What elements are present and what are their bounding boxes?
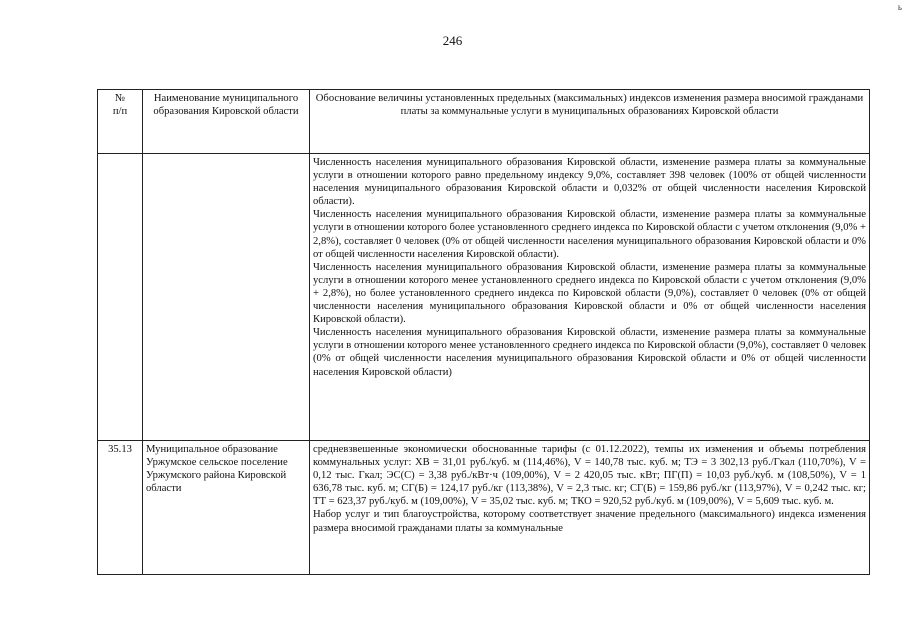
cell-number (98, 154, 143, 441)
header-justification-text: Обоснование величины установленных предельных (максимальных) индексов изменения размера вносимой гражданами платы за коммунальные услуги в муниципальных образованиях Кировской области (315, 93, 864, 118)
page-number: 246 (442, 33, 463, 48)
header-municipality-text: Наименование муниципального образования Кировской области (153, 93, 299, 118)
cell-number: 35.13 (98, 441, 143, 575)
table-row (98, 441, 870, 575)
header-municipality (143, 90, 310, 154)
population-paragraph-3: Численность населения муниципального образования Кировской области, изменение размера платы за коммунальные услуги в отношении которого менее установленного среднего индекса по Кировской области с учетом отклонения (9,0% + 2,8%), но более установленного среднего индекса по Кировской области (9,0%), составляет 0 человек (0% от общей численности населения муниципального образования Кировской области и 0% от общей численности населения Кировской области). (313, 261, 866, 326)
table-row (98, 154, 870, 441)
population-paragraph-4: Численность населения муниципального образования Кировской области, изменение размера платы за коммунальные услуги в отношении которого менее установленного среднего индекса по Кировской области (9,0%), составляет 0 человек (0% от общей численности населения муниципального образования Кировской области и 0% от общей численности населения Кировской области) (313, 327, 866, 378)
services-set-paragraph: Набор услуг и тип благоустройства, которому соответствует значение предельного (максимального) индекса изменения размера вносимой гражданами платы за коммунальные (313, 509, 866, 534)
cell-justification (310, 154, 870, 441)
tariffs-paragraph: средневзвешенные экономически обоснованные тарифы (с 01.12.2022), темпы их изменения и объемы потребления коммунальных услуг: ХВ = 31,01 руб./куб. м (114,46%), V = 140,78 тыс. куб. м; ТЭ = 3 302,13 руб./Гкал (110,70%), V = 0,12 тыс. Гкал; ЭС(С) = 3,38 руб./кВт·ч (109,00%), V = 2 420,05 тыс. кВт; ПГ(П) = 10,03 руб./куб. м (108,50%), V = 1 636,78 тыс. куб. м; СГ(Б) = 124,17 руб./кг (113,38%), V = 2,3 тыс. кг; СГ(Б) = 159,86 руб./кг (113,97%), V = 0,242 тыс. кг; ТТ = 623,37 руб./куб. м (109,00%), V = 35,02 тыс. куб. м; ТКО = 920,52 руб./куб. м (109,00%), V = 5,609 тыс. куб. м. (313, 444, 866, 508)
population-paragraph-1: Численность населения муниципального образования Кировской области, изменение размера платы за коммунальные услуги в отношении которого равно предельному индексу 9,0%, составляет 398 человек (100% от общей численности населения муниципального образования Кировской области и 0,032% от общей численности населения Кировской области). (313, 157, 866, 208)
cell-municipality: Муниципальное образование Уржумское сельское поселение Уржумского района Кировской области (143, 441, 310, 575)
justification-table (97, 89, 870, 575)
header-number-text: № п/п (112, 93, 128, 118)
population-paragraph-2: Численность населения муниципального образования Кировской области, изменение размера платы за коммунальные услуги в отношении которого более установленного среднего индекса по Кировской области с учетом отклонения (9,0% + 2,8%), составляет 0 человек (0% от общей численности населения муниципального образования Кировской области и 0% от общей численности населения Кировской области). (313, 209, 866, 260)
header-number (98, 90, 143, 154)
header-justification (310, 90, 870, 154)
table-header-row (98, 90, 870, 154)
cell-justification (310, 441, 870, 575)
cell-municipality (143, 154, 310, 441)
corner-mark: ь (897, 2, 902, 12)
